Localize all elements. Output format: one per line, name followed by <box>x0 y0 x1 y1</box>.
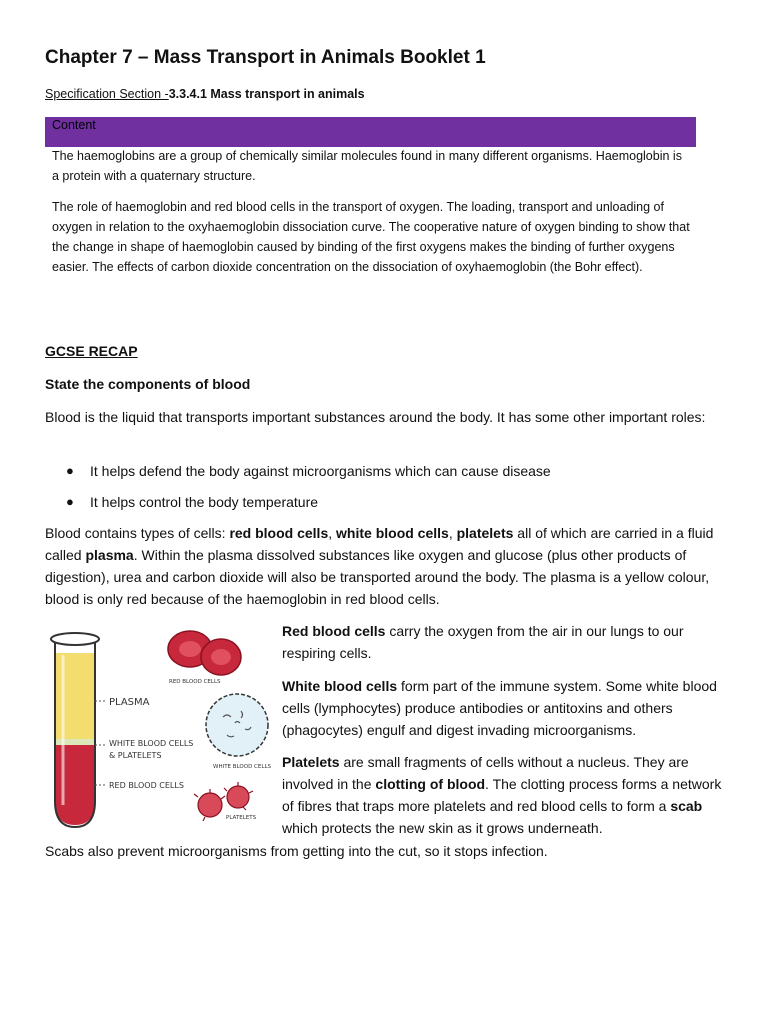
wbc-paragraph <box>282 675 722 741</box>
question-heading: State the components of blood <box>45 376 251 392</box>
rbc-para-term: Red blood cells <box>282 623 386 639</box>
platelets-term: platelets <box>456 525 514 541</box>
rbc-term: red blood cells <box>229 525 329 541</box>
intro-paragraph: Blood is the liquid that transports important substances around the body. It has some other important roles: <box>45 409 706 425</box>
wbc-platelets-label: WHITE BLOOD CELLS <box>109 739 194 748</box>
rbc-paragraph <box>282 620 722 664</box>
content-header-bar <box>45 117 696 147</box>
rbc-para-text: carry the oxygen from the air in our lungs to our respiring cells. <box>282 623 684 661</box>
bullet-text: It helps defend the body against microorganisms which can cause disease <box>90 463 551 479</box>
components-text: all of which are carried in a fluid called <box>45 525 714 563</box>
recap-heading: GCSE RECAP <box>45 343 138 359</box>
tube-rim <box>51 633 99 645</box>
wbc-para-text: form part of the immune system. Some white blood cells (lymphocytes) produce antibodies or antitoxins and others (phagocytes) engulf and digest invading microorganisms. <box>282 678 717 738</box>
components-sep: , <box>328 525 337 541</box>
platelets-para-text: . The clotting process forms a network of fibres that traps more platelets and red blood cells to form a <box>282 776 722 814</box>
buffy-coat-layer <box>55 739 95 745</box>
platelets-para-text: which protects the new skin as it grows underneath. <box>282 820 603 836</box>
page-title: Chapter 7 – Mass Transport in Animals Booklet 1 <box>45 47 486 68</box>
scab-term: scab <box>670 798 703 814</box>
plasma-layer <box>55 653 95 711</box>
components-text: Blood contains types of cells: <box>45 525 230 541</box>
closing-sentence: Scabs also prevent microorganisms from getting into the cut, so it stops infection. <box>45 843 548 859</box>
wbc-platelets-label-2: & PLATELETS <box>109 751 162 760</box>
white-blood-cell-illustration <box>206 694 268 756</box>
wbc-para-term: White blood cells <box>282 678 398 694</box>
spec-section: 3.3.4.1 Mass transport in animals <box>168 87 365 101</box>
platelets-para-text: are small fragments of cells without a nucleus. They are involved in the <box>282 754 689 792</box>
test-tube-illustration <box>51 633 99 827</box>
rbc-small-label: RED BLOOD CELLS <box>169 679 221 685</box>
platelets-paragraph <box>282 751 722 839</box>
plasma-lower <box>55 711 95 739</box>
plasma-label: PLASMA <box>109 697 150 708</box>
bullet-text: It helps control the body temperature <box>90 494 319 510</box>
red-blood-cells-illustration <box>168 631 241 675</box>
clotting-term: clotting of blood <box>375 776 486 792</box>
platelets-para-term: Platelets <box>282 754 340 770</box>
components-paragraph <box>45 522 725 610</box>
specification-line <box>45 87 365 101</box>
spec-content-2: The role of haemoglobin and red blood cells in the transport of oxygen. The loading, transport and unloading of oxygen in relation to the oxyhaemoglobin dissociation curve. The cooperative nature of oxygen binding to show that the change in shape of haemoglobin caused by binding of the first oxygens makes the binding of further oxygens easier. The effects of carbon dioxide concentration on the dissociation of oxyhaemoglobin (the Bohr effect). <box>52 200 690 274</box>
spec-content-1: The haemoglobins are a group of chemically similar molecules found in many different organisms. Haemoglobin is a protein with a quaternary structure. <box>52 149 682 183</box>
content-header: Content <box>52 118 96 132</box>
red-cell-layer <box>55 745 95 825</box>
wbc-term: white blood cells <box>336 525 449 541</box>
blood-components-diagram <box>45 625 275 835</box>
plasma-term: plasma <box>85 547 134 563</box>
bullet-dot-icon: ● <box>66 463 74 478</box>
bullet-dot-icon: ● <box>66 494 74 509</box>
platelets-small-label: PLATELETS <box>226 815 257 821</box>
wbc-small-label: WHITE BLOOD CELLS <box>213 764 271 770</box>
rbc-label: RED BLOOD CELLS <box>109 781 184 790</box>
spec-label: Specification Section - <box>45 87 169 101</box>
components-sep: , <box>448 525 457 541</box>
components-text: . Within the plasma dissolved substances like oxygen and glucose (plus other products of digestion), urea and carbon dioxide will also be transported around the body. The plasma is a yellow colour, blood is only red because of the haemoglobin in red blood cells. <box>45 547 710 607</box>
